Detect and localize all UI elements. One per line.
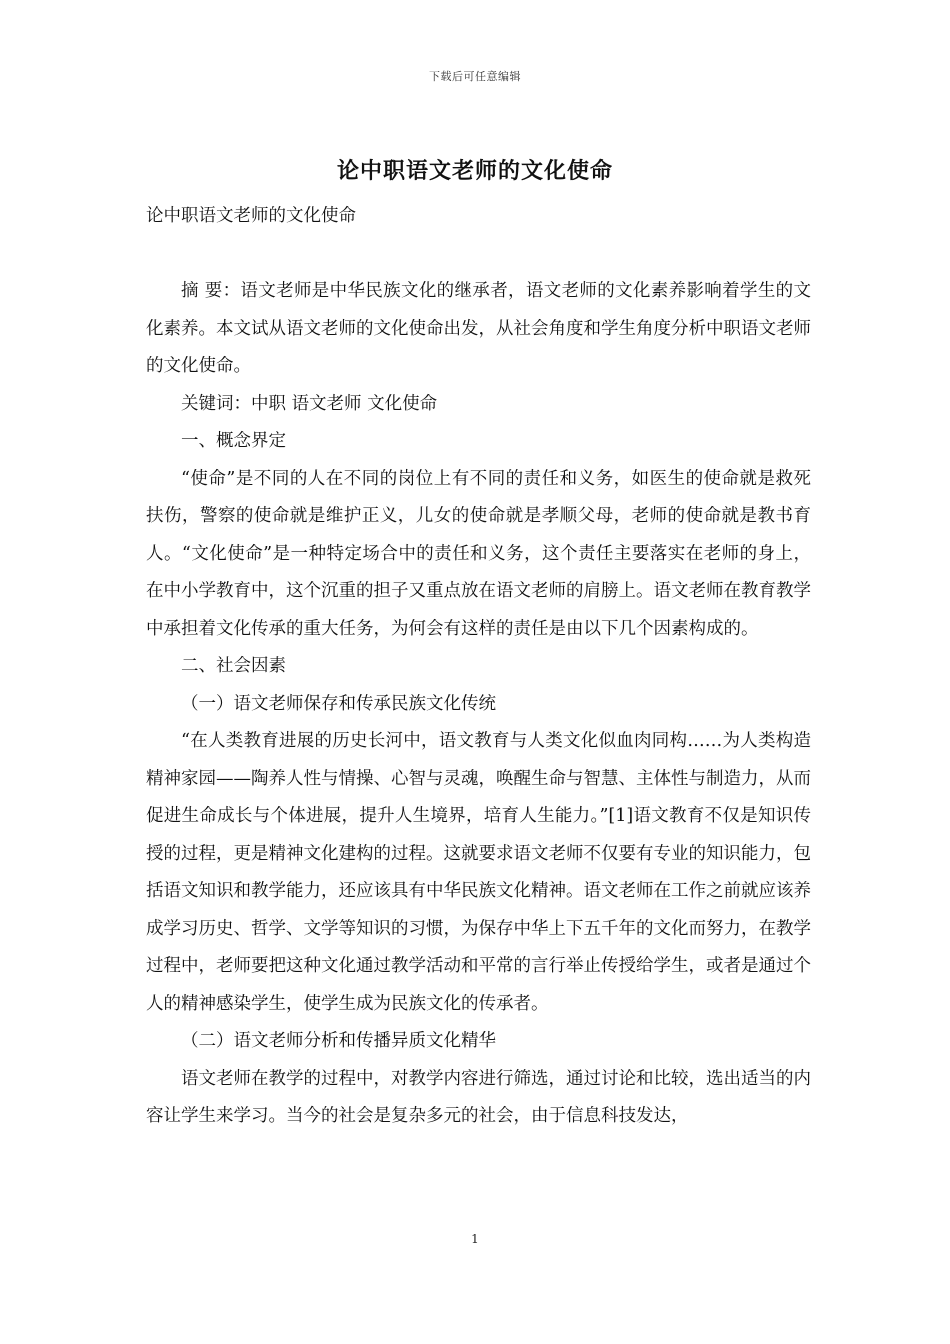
subsection-2-paragraph: 语文老师在教学的过程中，对教学内容进行筛选，通过讨论和比较，选出适当的内容让学生来学习。当今的社会是复杂多元的社会，由于信息科技发达，: [146, 1068, 811, 1126]
document-subtitle: 论中职语文老师的文化使命: [146, 206, 356, 226]
section-heading-2: 二、社会因素: [181, 656, 286, 676]
header-note: 下载后可任意编辑: [429, 70, 521, 83]
abstract-paragraph: 摘 要：语文老师是中华民族文化的继承者，语文老师的文化素养影响着学生的文化素养。本文试从语文老师的文化使命出发，从社会角度和学生角度分析中职语文老师的文化使命。: [146, 281, 811, 376]
blank-line: [146, 236, 811, 274]
section-heading-1: 一、概念界定: [181, 431, 286, 451]
keywords-line: 关键词：中职 语文老师 文化使命: [181, 393, 438, 414]
subsection-1-paragraph: “在人类教育进展的历史长河中，语文教育与人类文化似血肉同构……为人类构造精神家园——陶养人性与情操、心智与灵魂，唤醒生命与智慧、主体性与制造力，从而促进生命成长与个体进展，提升人生境界，培育人生能力。”[1]语文教育不仅是知识传授的过程，更是精神文化建构的过程。这就要求语文老师不仅要有专业的知识能力，包括语文知识和教学能力，还应该具有中华民族文化精神。语文老师在工作之前就应该养成学习历史、哲学、文学等知识的习惯，为保存中华上下五千年的文化而努力，在教学过程中，老师要把这种文化通过教学活动和平常的言行举止传授给学生，或者是通过个人的精神感染学生，使学生成为民族文化的传承者。: [146, 731, 811, 1014]
subsection-heading-1: （一）语文老师保存和传承民族文化传统: [181, 693, 496, 714]
document-body: [146, 198, 811, 1136]
section-1-paragraph: “使命”是不同的人在不同的岗位上有不同的责任和义务，如医生的使命就是救死扶伤，警察的使命就是维护正义，儿女的使命就是孝顺父母，老师的使命就是教书育人。“文化使命”是一种特定场合中的责任和义务，这个责任主要落实在老师的身上，在中小学教育中，这个沉重的担子又重点放在语文老师的肩膀上。语文老师在教育教学中承担着文化传承的重大任务，为何会有这样的责任是由以下几个因素构成的。: [146, 468, 811, 639]
document-title: 论中职语文老师的文化使命: [336, 159, 613, 184]
subsection-heading-2: （二）语文老师分析和传播异质文化精华: [181, 1031, 496, 1051]
page-number: 1: [471, 1232, 479, 1246]
